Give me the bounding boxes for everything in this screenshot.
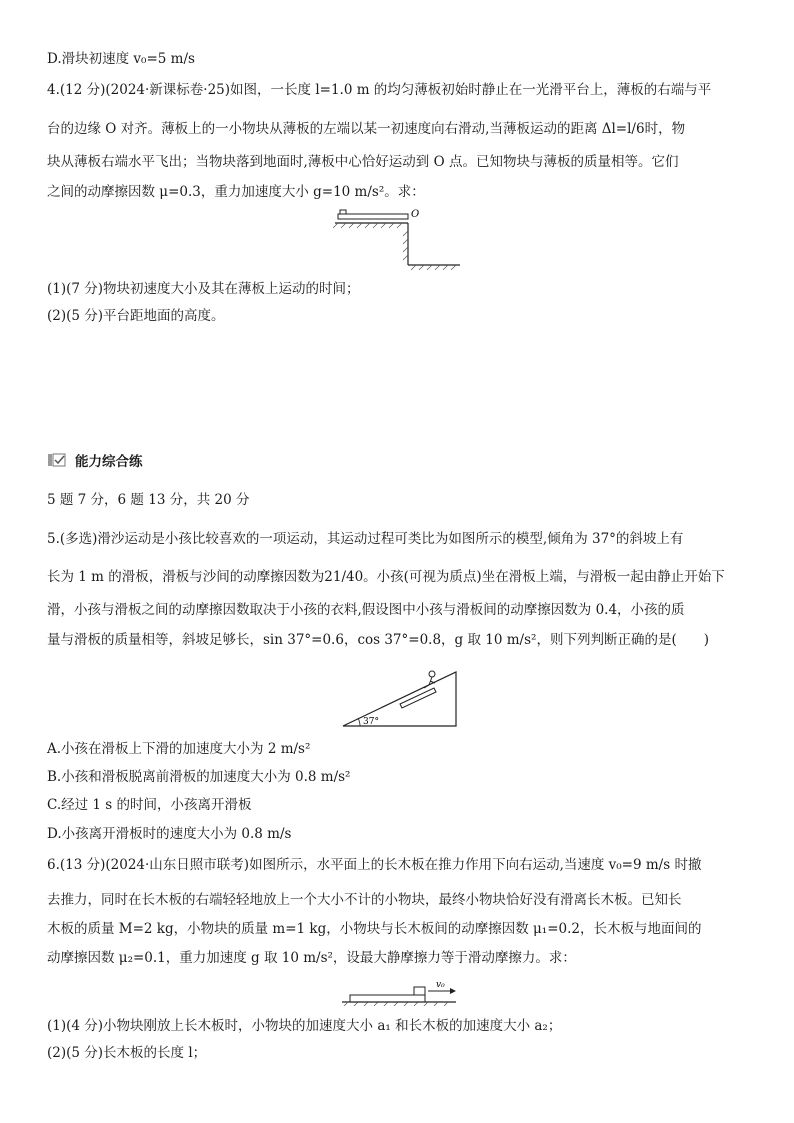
q5-option-a: A.小孩在滑板上下滑的加速度大小为 2 m/s² bbox=[47, 741, 311, 757]
q6-stem-line-4: 动摩擦因数 μ₂=0.1，重力加速度 g 取 10 m/s²，设最大静摩擦力等于滑动摩擦力。求： bbox=[47, 950, 576, 966]
section-title: 能力综合练 bbox=[75, 454, 143, 470]
q5-option-b: B.小孩和滑板脱离前滑板的加速度大小为 0.8 m/s² bbox=[47, 769, 351, 785]
q6-stem-line-1: 6.(13 分)(2024·山东日照市联考)如图所示，水平面上的长木板在推力作用下向右运动,当速度 v₀=9 m/s 时撤 bbox=[47, 857, 702, 873]
q4-stem-line-3: 块从薄板右端水平飞出；当物块落到地面时,薄板中心恰好运动到 O 点。已知物块与薄板的质量相等。它们 bbox=[47, 154, 679, 170]
section-heading bbox=[47, 450, 143, 470]
q4-figure-label-o: O bbox=[411, 209, 420, 220]
q3-option-d: D.滑块初速度 v₀=5 m/s bbox=[47, 51, 195, 67]
q5-stem-line-2: 长为 1 m 的滑板，滑板与沙间的动摩擦因数为21/40。小孩(可视为质点)坐在滑板上端，与滑板一起由静止开始下 bbox=[47, 569, 725, 585]
q5-figure-angle-label: 37° bbox=[363, 717, 379, 727]
q5-stem-line-1: 5.(多选)滑沙运动是小孩比较喜欢的一项运动，其运动过程可类比为如图所示的模型,倾角为 37°的斜坡上有 bbox=[47, 531, 684, 547]
section-scoring: 5 题 7 分，6 题 13 分，共 20 分 bbox=[47, 492, 250, 508]
q5-option-d: D.小孩离开滑板时的速度大小为 0.8 m/s bbox=[47, 826, 292, 842]
q4-stem-line-1: 4.(12 分)(2024·新课标卷·25)如图，一长度 l=1.0 m 的均匀薄板初始时静止在一光滑平台上，薄板的右端与平 bbox=[47, 82, 712, 98]
q6-sub-question-2: (2)(5 分)长木板的长度 l； bbox=[47, 1045, 207, 1061]
q5-stem-line-3: 滑，小孩与滑板之间的动摩擦因数取决于小孩的衣料,假设图中小孩与滑板间的动摩擦因数为 0.4，小孩的质 bbox=[47, 602, 685, 618]
q5-option-c: C.经过 1 s 的时间，小孩离开滑板 bbox=[47, 797, 252, 813]
q6-figure-board-block bbox=[338, 978, 462, 1006]
q4-stem-line-2: 台的边缘 O 对齐。薄板上的一小物块从薄板的左端以某一初速度向右滑动,当薄板运动的距离 Δl=l/6时，物 bbox=[47, 121, 686, 137]
q4-figure-plank-platform bbox=[330, 205, 470, 271]
q4-sub-question-2: (2)(5 分)平台距地面的高度。 bbox=[47, 308, 225, 324]
q4-sub-question-1: (1)(7 分)物块初速度大小及其在薄板上运动的时间； bbox=[47, 281, 360, 297]
q5-stem-line-4: 量与滑板的质量相等，斜坡足够长，sin 37°=0.6，cos 37°=0.8，g 取 10 m/s²，则下列判断正确的是( ) bbox=[47, 632, 709, 648]
q6-sub-question-1: (1)(4 分)小物块刚放上长木板时，小物块的加速度大小 a₁ 和长木板的加速度大小 a₂； bbox=[47, 1018, 562, 1034]
q5-figure-incline bbox=[338, 660, 462, 730]
checklist-icon bbox=[47, 452, 67, 468]
q4-stem-line-4: 之间的动摩擦因数 μ=0.3，重力加速度大小 g=10 m/s²。求： bbox=[47, 184, 425, 200]
q6-stem-line-3: 木板的质量 M=2 kg，小物块的质量 m=1 kg，小物块与长木板间的动摩擦因数 μ₁=0.2，长木板与地面间的 bbox=[47, 921, 702, 937]
q6-stem-line-2: 去推力，同时在长木板的右端轻轻地放上一个大小不计的小物块，最终小物块恰好没有滑离长木板。已知长 bbox=[47, 892, 682, 908]
q6-figure-v0-label: v₀ bbox=[436, 980, 445, 990]
